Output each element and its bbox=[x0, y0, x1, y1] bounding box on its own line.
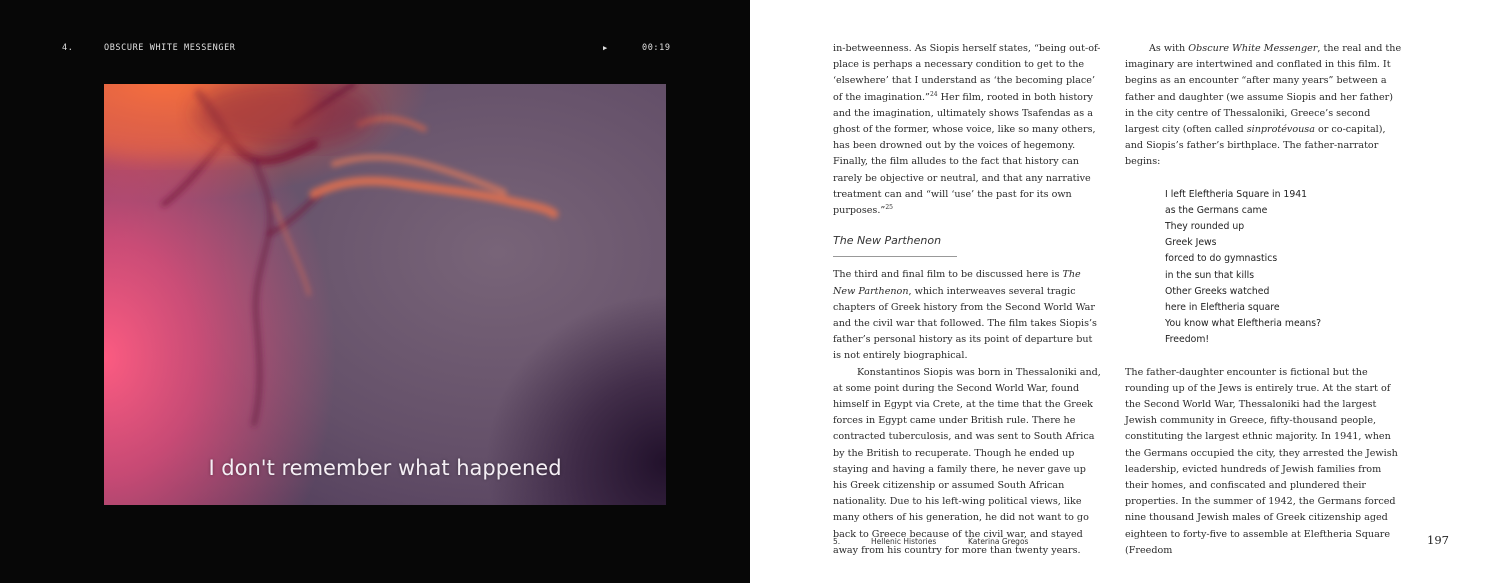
timestamp: 00:19 bbox=[642, 43, 671, 53]
poem-line: as the Germans came bbox=[1165, 204, 1268, 216]
paragraph bbox=[833, 267, 1103, 364]
film-title-italic: The New Parthenon bbox=[833, 269, 1081, 297]
text-run: , the real and the imaginary are intertwined and conflated in this film. It begins as an encounter “after many years” between a father and daughter (we assume Siopis and her father) in the city centre of Thessaloniki, Greece’s second largest city (often called bbox=[1125, 43, 1402, 136]
paragraph bbox=[1125, 41, 1403, 171]
text-run: Her film, rooted in both history and the imagination, ultimately shows Tsafendas as a ghost of the former, whose voice, like so many others, has been drowned out by the voices of hegemony. Finally, the film alludes to the fact that history can rarely be objective or neutral, and that any narrative treatment can and “will ‘use’ the past for its own purposes.” bbox=[833, 91, 1096, 217]
paragraph: The father-daughter encounter is fictional but the rounding up of the Jews is entirely true. At the start of the Second World War, Thessaloniki had the largest Jewish community in Greece, fifty-thousand people, constituting the largest ethnic majority. In 1941, when the Germans occupied the city, they arrested the Jewish leadership, evicted hundreds of Jewish families from their homes, and confiscated and plundered their properties. In the summer of 1942, the Germans forced nine thousand Jewish males of Greek citizenship aged eighteen to forty-five to assemble at Eleftheria Square (Freedom bbox=[1125, 366, 1398, 556]
footnote-ref-25[interactable]: 25 bbox=[885, 203, 893, 211]
poem-line: They rounded up bbox=[1165, 221, 1245, 233]
film-title-italic: Obscure White Messenger bbox=[1188, 43, 1318, 54]
text-column-2 bbox=[1125, 41, 1403, 559]
poem-line: You know what Eleftheria means? bbox=[1165, 318, 1322, 330]
page-number: 197 bbox=[1427, 533, 1449, 547]
chapter-number: 4. bbox=[62, 43, 74, 53]
film-still-artwork bbox=[104, 84, 666, 505]
poem-line: Freedom! bbox=[1165, 334, 1210, 346]
film-header bbox=[0, 43, 750, 57]
footer-author: Katerina Gregos bbox=[968, 537, 1029, 546]
film-subtitle: I don't remember what happened bbox=[208, 456, 562, 480]
poem-line: I left Eleftheria Square in 1941 bbox=[1165, 188, 1308, 200]
poem-line: Greek Jews bbox=[1165, 237, 1217, 249]
paragraph bbox=[833, 41, 1103, 219]
text-run: As with bbox=[1149, 43, 1189, 54]
play-icon[interactable]: ▶ bbox=[603, 44, 608, 52]
right-page bbox=[750, 0, 1500, 583]
text-run: The third and final film to be discussed here is bbox=[833, 269, 1063, 281]
film-title: OBSCURE WHITE MESSENGER bbox=[104, 43, 236, 53]
greek-term-italic: sinprotévousa bbox=[1246, 124, 1315, 136]
film-still bbox=[104, 84, 666, 505]
text-run: in-betweenness. As Siopis herself states, “being out-of-place is perhaps a necessary condition to get to the ‘elsewhere’ that I understand as ‘the becoming place’ of the imagination.” bbox=[833, 43, 1101, 103]
footer-chapter-number: 5. bbox=[833, 537, 841, 546]
paragraph: Konstantinos Siopis was born in Thessaloniki and, at some point during the Second World War, found himself in Egypt via Crete, at the time that the Greek forces in Egypt came under British rule. There he contracted tuberculosis, and was sent to South Africa by the British to recuperate. Though he ended up staying and having a family there, he never gave up his Greek citizenship or assumed South African nationality. Due to his left-wing political views, like many others of his generation, he did not want to go back to Greece because of the civil war, and stayed away from his country for more than twenty years. bbox=[833, 366, 1101, 556]
poem-line: Other Greeks watched bbox=[1165, 285, 1270, 297]
section-heading: The New Parthenon bbox=[833, 233, 957, 257]
poem-quote bbox=[1165, 187, 1403, 349]
poem-line: here in Eleftheria square bbox=[1165, 302, 1280, 314]
text-column-1 bbox=[833, 41, 1103, 559]
text-run: or co-capital), and Siopis’s father’s birthplace. The father-narrator begins: bbox=[1125, 124, 1386, 168]
footer-section-title: Hellenic Histories bbox=[871, 537, 937, 546]
footnote-ref-24[interactable]: 24 bbox=[929, 90, 938, 98]
poem-line: in the sun that kills bbox=[1165, 269, 1255, 281]
poem-line: forced to do gymnastics bbox=[1165, 253, 1278, 265]
text-run: , which interweaves several tragic chapters of Greek history from the Second World War and the civil war that followed. The film takes Siopis’s father’s personal history as its point of departure but is not entirely biographical. bbox=[833, 285, 1097, 362]
